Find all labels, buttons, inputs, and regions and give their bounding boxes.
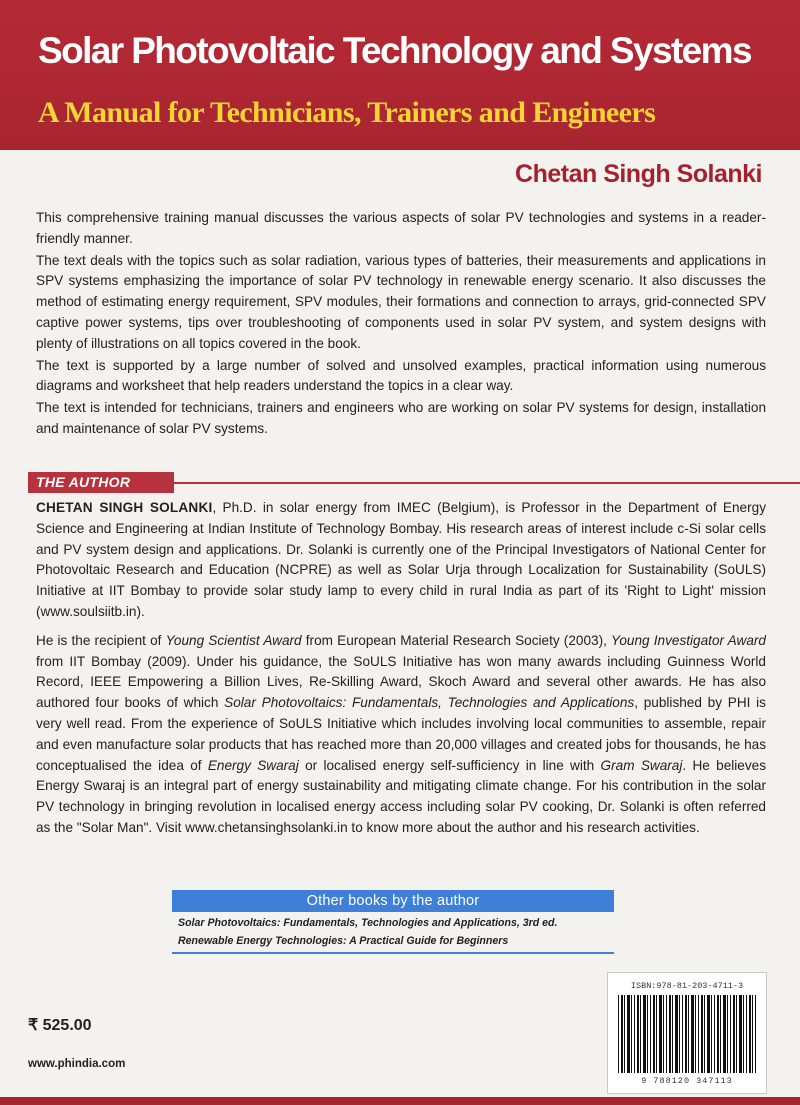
other-book-item: Renewable Energy Technologies: A Practical Guide for Beginners xyxy=(178,935,509,947)
other-books-list xyxy=(172,912,614,954)
author-section-banner xyxy=(0,472,800,494)
barcode-sticker xyxy=(607,972,767,1094)
bio-text: from IIT Bombay (2009). Under his guidance, the SoULS Initiative has won many awards including Guinness World Record, IEEE Empowering a Billion Lives, Re-Skilling Award, Skoch Award and several other awards. He has also authored four books of which xyxy=(36,653,766,711)
book-title: Solar Photovoltaic Technology and Systems xyxy=(38,30,751,71)
description-paragraph: This comprehensive training manual discusses the various aspects of solar PV technologies and systems in a reader-friendly manner. xyxy=(36,210,766,246)
author-section-label: THE AUTHOR xyxy=(28,472,174,493)
cover-header-band xyxy=(0,0,800,150)
description-paragraph: The text is supported by a large number of solved and unsolved examples, practical information using numerous diagrams and worksheet that help readers understand the topics in a clear way. xyxy=(36,357,766,394)
bio-text: . He believes Energy Swaraj is an integral part of energy sustainability and mitigating climate change. For his contribution in the solar PV technology in bringing revolution in localised energy access including solar PV cooking, Dr. Solanki is often referred as the "Solar Man". Visit www.chetansinghsolanki.in to know more about the author and his research activities. xyxy=(36,757,767,835)
bio-paragraph xyxy=(36,631,766,839)
concept-name: Energy Swaraj xyxy=(207,757,299,773)
barcode-icon xyxy=(618,995,756,1073)
bio-text: or localised energy self-sufficiency in line with xyxy=(298,757,601,773)
other-book-item: Solar Photovoltaics: Fundamentals, Technologies and Applications, 3rd ed. xyxy=(178,917,558,929)
bio-text: from European Material Research Society (2003), xyxy=(301,632,612,648)
other-books-box xyxy=(172,890,614,954)
award-name: Young Investigator Award xyxy=(611,632,766,648)
bio-text: He is the recipient of xyxy=(36,632,166,648)
bio-author-name: CHETAN SINGH SOLANKI xyxy=(36,500,213,515)
cover-footer-band xyxy=(0,1097,800,1105)
divider-line xyxy=(166,482,800,484)
publisher-website: www.phindia.com xyxy=(28,1058,126,1070)
bio-text: , Ph.D. in solar energy from IMEC (Belgium), is Professor in the Department of Energy Science and Engineering at Indian Institute of Technology Bombay. His research areas of interest include c-Si solar cells and PV system design and applications. Dr. Solanki is currently one of the Principal Investigators of National Center for Photovoltaic Research and Education (NCPRE) as well as Solar Urja through Localization for Sustainability (SoULS) Initiative at IIT Bombay to provide solar study lamp to every child in rural India as part of its 'Right to Light' mission (www.soulsiitb.in). xyxy=(36,500,766,619)
book-subtitle: A Manual for Technicians, Trainers and Engineers xyxy=(38,96,656,129)
description-paragraph: The text is intended for technicians, trainers and engineers who are working on solar PV systems for design, installation and maintenance of solar PV systems. xyxy=(36,400,766,436)
description-paragraph: The text deals with the topics such as solar radiation, various types of batteries, their measurements and applications in SPV systems emphasizing the importance of solar PV technology in renewable energy scenario. It also discusses the method of estimating energy requirement, SPV modules, their formations and connection to arrays, grid-connected SPV captive power systems, tips over troubleshooting of components used in solar PV system, and system designs with plenty of illustrations on all topics covered in the book. xyxy=(36,252,766,351)
book-name: Solar Photovoltaics: Fundamentals, Technologies and Applications xyxy=(224,695,635,711)
author-name: Chetan Singh Solanki xyxy=(515,160,762,188)
barcode-digits: 9 788120 347113 xyxy=(641,1076,733,1086)
concept-name: Gram Swaraj xyxy=(600,757,683,773)
price: ₹ 525.00 xyxy=(28,1017,92,1034)
bio-paragraph xyxy=(36,498,766,623)
other-books-heading: Other books by the author xyxy=(172,890,614,912)
award-name: Young Scientist Award xyxy=(165,632,302,648)
book-description xyxy=(36,208,766,441)
isbn-label: ISBN:978-81-203-4711-3 xyxy=(630,981,744,991)
author-bio xyxy=(36,498,766,847)
bio-text: , published by PHI is very well read. From the experience of SoULS Initiative which includes involving local communities to assemble, repair and even manufacture solar products that has reached more than 20,000 villages and created jobs for thousands, he has conceptualised the idea of xyxy=(36,695,766,773)
